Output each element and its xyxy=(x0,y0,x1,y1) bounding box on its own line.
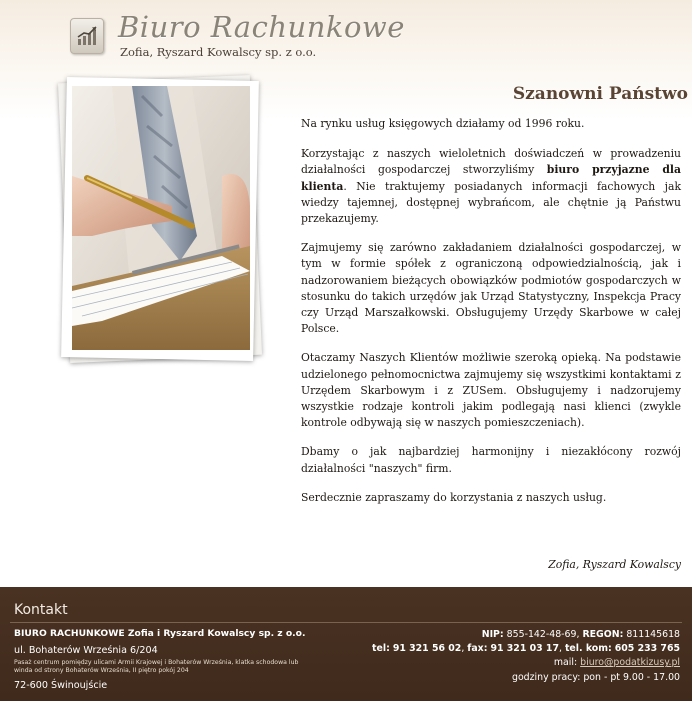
mobile-label: tel. kom: xyxy=(564,643,612,655)
directions-note: Pasaż centrum pomiędzy ulicami Armii Krajowej i Bohaterów Września, klatka schodowa lub winda od strony Bohaterów Września, II piętro pokój 204 xyxy=(14,659,299,674)
hours-value: pon - pt 9.00 - 17.00 xyxy=(583,671,680,683)
company-name: BIURO RACHUNKOWE Zofia i Ryszard Kowalscy sp. z o.o. xyxy=(14,628,306,639)
brand-title[interactable]: Biuro Rachunkowe xyxy=(118,10,405,44)
fax-value: 91 321 03 17 xyxy=(490,643,559,655)
experience-text-end: . Nie traktujemy posiadanych informacji fachowych jak wiedzy tajemnej, dostępnej wybrańcom, ale chętnie ją Państwu przekazujemy. xyxy=(301,179,681,226)
hours-line xyxy=(310,671,680,685)
phone-line: tel: 91 321 56 02, fax: 91 321 03 17, tel. kom: 605 233 765 xyxy=(372,643,680,655)
mobile-value: 605 233 765 xyxy=(614,643,680,655)
street-address: ul. Bohaterów Września 6/204 xyxy=(14,645,158,656)
invitation-paragraph: Serdecznie zapraszamy do korzystania z naszych usług. xyxy=(301,490,607,504)
city-address: 72-600 Świnoujście xyxy=(14,680,108,691)
mail-label: mail: xyxy=(553,657,578,669)
page-title: Szanowni Państwo xyxy=(512,84,688,104)
email-link[interactable]: biuro@podatkizusy.pl xyxy=(580,657,680,669)
chart-growth-icon xyxy=(76,25,98,47)
services-paragraph: Zajmujemy się zarówno zakładaniem działalności gospodarczej, w tym w formie spółek z ograniczoną odpowiedzialnością, jak i nadzorowaniem bieżących obowiązków podmiotów gospodarczych w stosunku do takich urzędów jak Urząd Statystyczny, Inspekcja Pracy czy Urząd Marszałkowski. Obsługujemy Urzędy Skarbowe w całej Polsce. xyxy=(301,241,681,336)
hours-label: godziny pracy: xyxy=(512,671,581,683)
development-paragraph: Dbamy o jak najbardziej harmonijny i niezakłócony rozwój działalności "naszych" firm. xyxy=(301,445,681,475)
regon-label: REGON: xyxy=(582,629,624,640)
contact-block xyxy=(310,628,680,685)
tel-value: 91 321 56 02 xyxy=(392,643,462,655)
regon-value: 811145618 xyxy=(626,629,680,640)
logo-badge[interactable] xyxy=(70,18,104,54)
experience-text-start: Korzystając z naszych wieloletnich doświadczeń w prowadzeniu działalności gospodarczej stworzyliśmy xyxy=(301,147,681,177)
signature: Zofia, Ryszard Kowalscy xyxy=(548,558,681,571)
nip-value: 855-142-48-69 xyxy=(506,629,577,640)
tax-ids-line: NIP: 855-142-48-69, REGON: 811145618 xyxy=(481,629,680,640)
friendly-office-highlight: biuro przyjazne dla klienta xyxy=(301,163,682,193)
main-content xyxy=(301,116,681,519)
footer xyxy=(0,587,692,701)
brand-subtitle: Zofia, Ryszard Kowalscy sp. z o.o. xyxy=(120,45,317,59)
mail-line xyxy=(310,656,680,670)
nip-label: NIP: xyxy=(481,629,504,640)
address-block xyxy=(14,628,314,691)
tel-label: tel: xyxy=(372,643,390,655)
footer-title: Kontakt xyxy=(14,602,68,618)
office-photo xyxy=(72,86,250,350)
fax-label: fax: xyxy=(467,643,488,655)
intro-paragraph: Na rynku usług księgowych działamy od 1996 roku. xyxy=(301,117,585,130)
care-paragraph: Otaczamy Naszych Klientów możliwie szeroką opieką. Na podstawie udzielonego pełnomocnictwa zajmujemy się wszystkimi kontaktami z Urzędem Skarbowym i z ZUSem. Obsługujemy i nadzorujemy wszystkie rodzaje kontroli jakim podlegają nasi klienci (zwykle kontrole odbywają się w naszych pomieszczeniach). xyxy=(301,351,681,430)
experience-paragraph xyxy=(301,146,681,227)
footer-divider xyxy=(10,622,682,623)
